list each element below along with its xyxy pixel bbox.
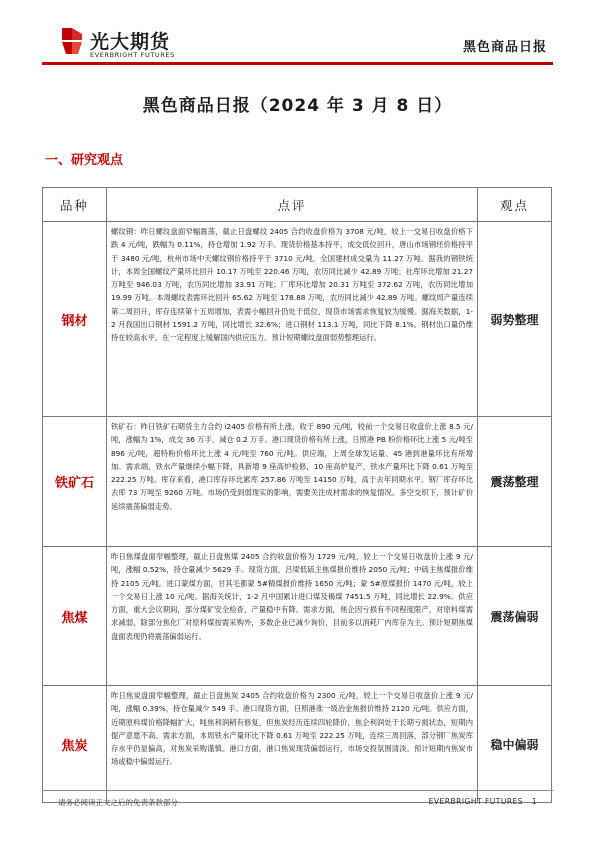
header-view: 观点 — [478, 188, 552, 222]
header-variety: 品种 — [43, 188, 107, 222]
footer-company-page — [429, 797, 537, 806]
comment-cell: 昨日焦煤盘面窄幅整理，截止日盘焦煤 2405 合约收盘价格为 1729 元/吨，较上一个交易日收盘价上涨 9 元/吨，涨幅 0.52%，持仓量减少 5629 手。现货方面，吕梁低硫主焦煤报价维持 2050 元/吨；中硫主焦煤报价维持 2105 元/吨。进口蒙煤方面，甘其毛都蒙 5#精煤报价维持 1650 元/吨；蒙 5#原煤报价 1470 元/吨，较上一个交易日上涨 10 元/吨。据海关统计，1-2 月中国累计进口煤及褐煤 7451.5 万吨，同比增长 22.9%。供应方面，重大会议期间，部分煤矿安全检查，产量稳中有降。需求方面，焦企因亏损有不同程度限产，对原料煤需求减弱，除部分焦化厂对原料煤按需采购外，多数企业已减少询价，目前多以消耗厂内库存为主。预计短期焦煤盘面表现仍将震荡偏弱运行。 — [107, 547, 478, 686]
variety-cell: 钢材 — [43, 222, 107, 417]
table-row — [43, 686, 552, 803]
research-table — [42, 187, 552, 803]
header-comment: 点评 — [107, 188, 478, 222]
company-logo — [58, 26, 228, 66]
page-number: 1 — [531, 797, 537, 806]
footer-divider — [42, 790, 553, 791]
logo-english-name: EVERBRIGHT FUTURES — [90, 51, 175, 59]
footer-company: EVERBRIGHT FUTURES — [428, 797, 524, 806]
table-row — [43, 547, 552, 686]
report-title: 黑色商品日报（2024 年 3 月 8 日） — [142, 96, 453, 116]
variety-cell: 焦煤 — [43, 547, 107, 686]
table-row — [43, 417, 552, 547]
header-title: 黑色商品日报 — [462, 40, 547, 55]
table-header-row — [43, 188, 552, 222]
page-header — [0, 0, 595, 72]
footer-disclaimer: 请务必阅读正文之后的免责条款部分 — [58, 798, 178, 807]
comment-cell: 螺纹钢：昨日螺纹盘面窄幅震荡，截止日盘螺纹 2405 合约收盘价格为 3708 元/吨，较上一交易日收盘价格下跌 4 元/吨，跌幅为 0.11%，持仓增加 1.92 万手。现货价格基本持平，成交低位回升，唐山市场钢坯价格持平于 3480 元/吨，杭州市场中天螺纹钢价格持平于 3710 元/吨，全国建材成交量为 11.27 万吨。据我的钢铁统计，本周全国螺纹产量环比回升 10.17 万吨至 220.46 万吨，农历同比减少 42.89 万吨；社库环比增加 21.27 万吨至 946.03 万吨，农历同比增加 33.91 万吨；厂库环比增加 20.31 万吨至 372.62 万吨，农历同比增加 19.99 万吨。本周螺纹表需环比回升 65.62 万吨至 178.88 万吨，农历同比减少 42.89 万吨。螺纹周产量连续第二周回升，库存连续第十五周增加，表需小幅回升仍处于低位，现货市场需求恢复较为缓慢。据海关数据，1-2 月我国出口钢材 1591.2 万吨，同比增长 32.6%；进口钢材 113.1 万吨，同比下降 8.1%。钢材出口量仍维持在较高水平，在一定程度上缓解国内供应压力。预计短期螺纹盘面弱势整理运行。 — [107, 222, 478, 417]
comment-cell: 铁矿石：昨日铁矿石期货主力合约 i2405 价格有所上涨，收于 890 元/吨，较前一个交易日收盘价上涨 8.5 元/吨，涨幅为 1%，成交 36 万手，减仓 0.2 万手。港口现货价格有所上涨，日照港 PB 粉价格环比上涨 5 元/吨至 896 元/吨，超特粉价格环比上涨 4 元/吨至 760 元/吨。供应端，上周全球发运量、45 港到港量环比有所增加。需求端，铁水产量继续小幅下降，具新增 9 座高炉检修，10 座高炉复产，铁水产量环比下降 0.61 万吨至 222.25 万吨。库存来看，港口库存环比累库 257.86 万吨至 14150 万吨，高于去年同期水平。钢厂库存环比去库 73 万吨至 9260 万吨。市场仍受到弱现实的影响，需要关注成材需求的恢复情况。多空交织下，预计矿价延续震荡偏弱走势。 — [107, 417, 478, 547]
view-cell: 稳中偏弱 — [478, 686, 552, 803]
table-row — [43, 222, 552, 417]
variety-cell: 焦炭 — [43, 686, 107, 803]
view-cell: 震荡偏弱 — [478, 547, 552, 686]
variety-cell: 铁矿石 — [43, 417, 107, 547]
header-divider — [42, 62, 553, 65]
comment-cell: 昨日焦炭盘面窄幅整理，截止日盘焦炭 2405 合约收盘价格为 2300 元/吨，较上一个交易日收盘价上涨 9 元/吨，涨幅 0.39%，持仓量减少 549 手。港口现货方面，日照港准一级冶金焦报价维持 2120 元/吨。供应方面，近期原料煤价格降幅扩大，吨焦利润稍有修复，但焦炭经历连续四轮降价，焦企利润处于长期亏损状态，短期内提产意愿不高。需求方面，本周铁水产量环比下降 0.61 万吨至 222.25 万吨，连续三周回落，部分钢厂焦炭库存水平仍显偏高，对焦炭采购谨慎。港口方面，港口焦炭现货偏弱运行，市场交投氛围清淡。预计短期内焦炭市场或稳中偏弱运行。 — [107, 686, 478, 803]
everbright-logo-icon — [58, 26, 84, 56]
logo-chinese-name: 光大期货 — [90, 31, 171, 53]
section-title: 一、研究观点 — [45, 153, 124, 168]
view-cell: 震荡整理 — [478, 417, 552, 547]
view-cell: 弱势整理 — [478, 222, 552, 417]
